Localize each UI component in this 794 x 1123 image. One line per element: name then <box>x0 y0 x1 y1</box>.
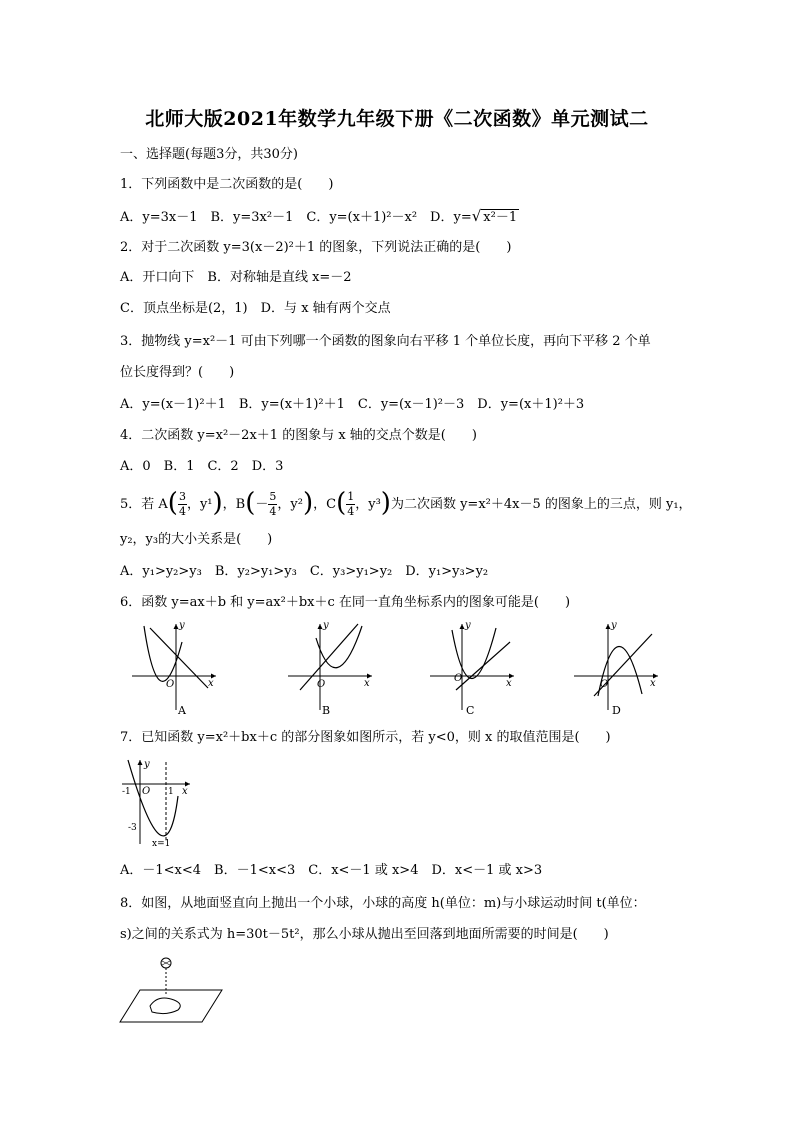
q5-c-y: ，y³ <box>355 497 381 512</box>
origin-label: O <box>142 786 151 797</box>
axis-of-symmetry-label: x=1 <box>152 839 171 848</box>
x-label: x <box>650 678 656 689</box>
q5-c-label: ，C <box>313 497 337 512</box>
q5-b-minus: － <box>255 497 269 512</box>
graph-c <box>426 618 518 718</box>
frac-den: 4 <box>347 505 355 518</box>
frac-den: 4 <box>178 505 186 518</box>
paren-right-icon: ) <box>302 488 314 518</box>
y-label: y <box>144 759 150 770</box>
frac-den: 4 <box>269 505 277 518</box>
q7-options: A．－1<x<4 B．－1<x<3 C．x<－1 或 x>4 D．x<－1 或 x>3 <box>120 863 543 878</box>
origin-label: O <box>166 679 175 690</box>
q5-b-label: ，B <box>222 497 246 512</box>
q4-stem: 4．二次函数 y=x²－2x＋1 的图象与 x 轴的交点个数是( ) <box>120 428 477 443</box>
y-label: y <box>323 620 329 631</box>
y-label: y <box>179 620 185 631</box>
x-label: x <box>208 678 214 689</box>
q2-options-line2: C．顶点坐标是(2，1) D．与 x 轴有两个交点 <box>120 301 391 316</box>
hand-icon <box>150 998 180 1014</box>
q6-stem: 6．函数 y=ax＋b 和 y=ax²＋bx＋c 在同一直角坐标系内的图象可能是( ) <box>120 595 571 610</box>
origin-label: O <box>317 679 326 690</box>
frac-num: 1 <box>347 490 355 503</box>
frac-num: 5 <box>269 490 277 503</box>
x-label: x <box>506 678 512 689</box>
q5-b-y: ，y² <box>277 497 303 512</box>
tick-neg1: -1 <box>122 787 131 797</box>
x-label: x <box>182 786 188 797</box>
q1-stem: 1．下列函数中是二次函数的是( ) <box>120 177 334 192</box>
frac-num: 3 <box>178 490 186 503</box>
graph-c-label: C <box>466 704 475 717</box>
section-heading: 一、选择题(每题3分，共30分) <box>120 147 298 162</box>
tick-neg3: -3 <box>128 823 137 833</box>
y-label: y <box>611 620 617 631</box>
graph-b <box>284 618 376 718</box>
q5-frac-c <box>346 490 355 519</box>
graph-b-label: B <box>322 704 331 717</box>
q5-options: A．y₁>y₂>y₃ B．y₂>y₁>y₃ C．y₃>y₁>y₂ D．y₁>y₃>y₂ <box>120 564 489 579</box>
q1-sqrt-expr: x²－1 <box>483 210 518 225</box>
q5-prefix: 5．若 A <box>120 497 168 512</box>
q1-options <box>120 207 519 227</box>
q3-stem-line2: 位长度得到？( ) <box>120 365 235 380</box>
graph-d-label: D <box>612 704 621 717</box>
q3-options: A．y=(x－1)²＋1 B．y=(x＋1)²＋1 C．y=(x－1)²－3 D．y=(x＋1)²＋3 <box>120 397 585 412</box>
ground-plane <box>120 990 222 1022</box>
y-label: y <box>465 620 471 631</box>
origin-label: O <box>600 679 609 690</box>
origin-label: O <box>454 673 463 684</box>
q7-stem: 7．已知函数 y=x²＋bx＋c 的部分图象如图所示，若 y<0，则 x 的取值范围是( ) <box>120 730 611 745</box>
q1-options-text: A．y=3x－1 B．y=3x²－1 C．y=(x＋1)²－x² D．y= <box>120 210 472 225</box>
tick-1: 1 <box>168 787 174 797</box>
q5-stem-line2: y₂，y₃的大小关系是( ) <box>120 532 273 547</box>
q2-stem: 2．对于二次函数 y=3(x－2)²＋1 的图象，下列说法正确的是( ) <box>120 240 512 255</box>
page-title: 北师大版2021年数学九年级下册《二次函数》单元测试二 <box>145 108 649 130</box>
paren-left-icon: ( <box>167 488 178 518</box>
paren-right-icon: ) <box>212 488 223 518</box>
q8-stem-line2: s)之间的关系式为 h=30t－5t²，那么小球从抛出至回落到地面所需要的时间是( ) <box>120 927 609 942</box>
paren-right-icon: ) <box>380 488 391 518</box>
q5-frac-a <box>178 490 187 519</box>
q3-stem-line1: 3．抛物线 y=x²－1 可由下列哪一个函数的图象向右平移 1 个单位长度，再向下平移 2 个单 <box>120 334 651 349</box>
q5-a-y: ，y¹ <box>186 497 213 512</box>
q2-options-line1: A．开口向下 B．对称轴是直线 x=－2 <box>120 270 352 285</box>
ball-throw-figure <box>118 954 228 1026</box>
graph-d <box>570 618 662 718</box>
graph-a-label: A <box>178 704 186 717</box>
q8-stem-line1: 8．如图，从地面竖直向上抛出一个小球，小球的高度 h(单位：m)与小球运动时间 t(单位： <box>120 896 646 911</box>
q7-figure <box>118 756 198 848</box>
x-label: x <box>364 678 370 689</box>
q5-stem-line1 <box>120 485 692 521</box>
q4-options: A．0 B．1 C．2 D．3 <box>120 459 284 474</box>
paren-left-icon: ( <box>336 488 347 518</box>
graph-a <box>128 618 220 718</box>
q5-suffix: 为二次函数 y=x²＋4x－5 的图象上的三点，则 y₁， <box>390 497 692 512</box>
sqrt-icon: √ <box>471 207 482 225</box>
paren-left-icon: ( <box>245 488 256 518</box>
